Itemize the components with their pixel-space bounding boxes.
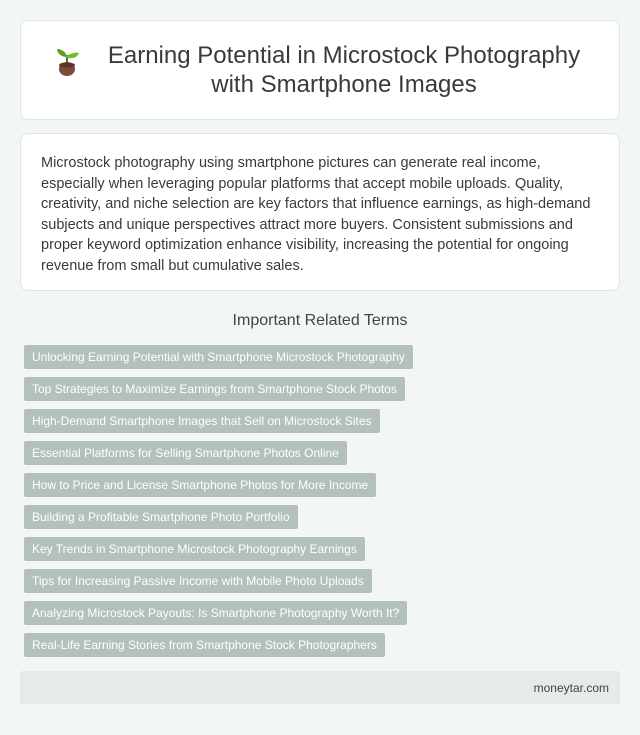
related-terms-heading: Important Related Terms xyxy=(232,312,408,329)
related-terms-list xyxy=(24,345,624,665)
summary-text: Microstock photography using smartphone pictures can generate real income, especially when leveraging popular platforms that accept mobile uploads. Quality, creativity, and niche selection are key factors that influence earnings, as high-demand subjects and unique perspectives attract more buyers. Consistent submissions and proper keyword optimization enhance visibility, increasing the potential for ongoing revenue from small but cumulative sales. xyxy=(41,155,591,274)
footer xyxy=(20,671,620,704)
title-row xyxy=(51,41,589,99)
footer-site-link[interactable]: moneytar.com xyxy=(533,680,609,695)
related-term-link[interactable]: Tips for Increasing Passive Income with Mobile Photo Uploads xyxy=(24,569,372,593)
related-term-link[interactable]: How to Price and License Smartphone Photos for More Income xyxy=(24,473,376,497)
summary-card xyxy=(20,133,620,291)
title-card xyxy=(20,20,620,120)
related-term-link[interactable]: Analyzing Microstock Payouts: Is Smartphone Photography Worth It? xyxy=(24,601,407,625)
related-term-link[interactable]: Unlocking Earning Potential with Smartphone Microstock Photography xyxy=(24,345,413,369)
related-term-link[interactable]: Top Strategies to Maximize Earnings from Smartphone Stock Photos xyxy=(24,377,405,401)
related-term-link[interactable]: High-Demand Smartphone Images that Sell on Microstock Sites xyxy=(24,409,380,433)
related-term-link[interactable]: Key Trends in Smartphone Microstock Photography Earnings xyxy=(24,537,365,561)
related-term-link[interactable]: Real-Life Earning Stories from Smartphone Stock Photographers xyxy=(24,633,385,657)
related-term-link[interactable]: Building a Profitable Smartphone Photo Portfolio xyxy=(24,505,298,529)
seedling-icon xyxy=(51,45,85,79)
page-title: Earning Potential in Microstock Photography with Smartphone Images xyxy=(107,42,581,98)
related-term-link[interactable]: Essential Platforms for Selling Smartphone Photos Online xyxy=(24,441,347,465)
